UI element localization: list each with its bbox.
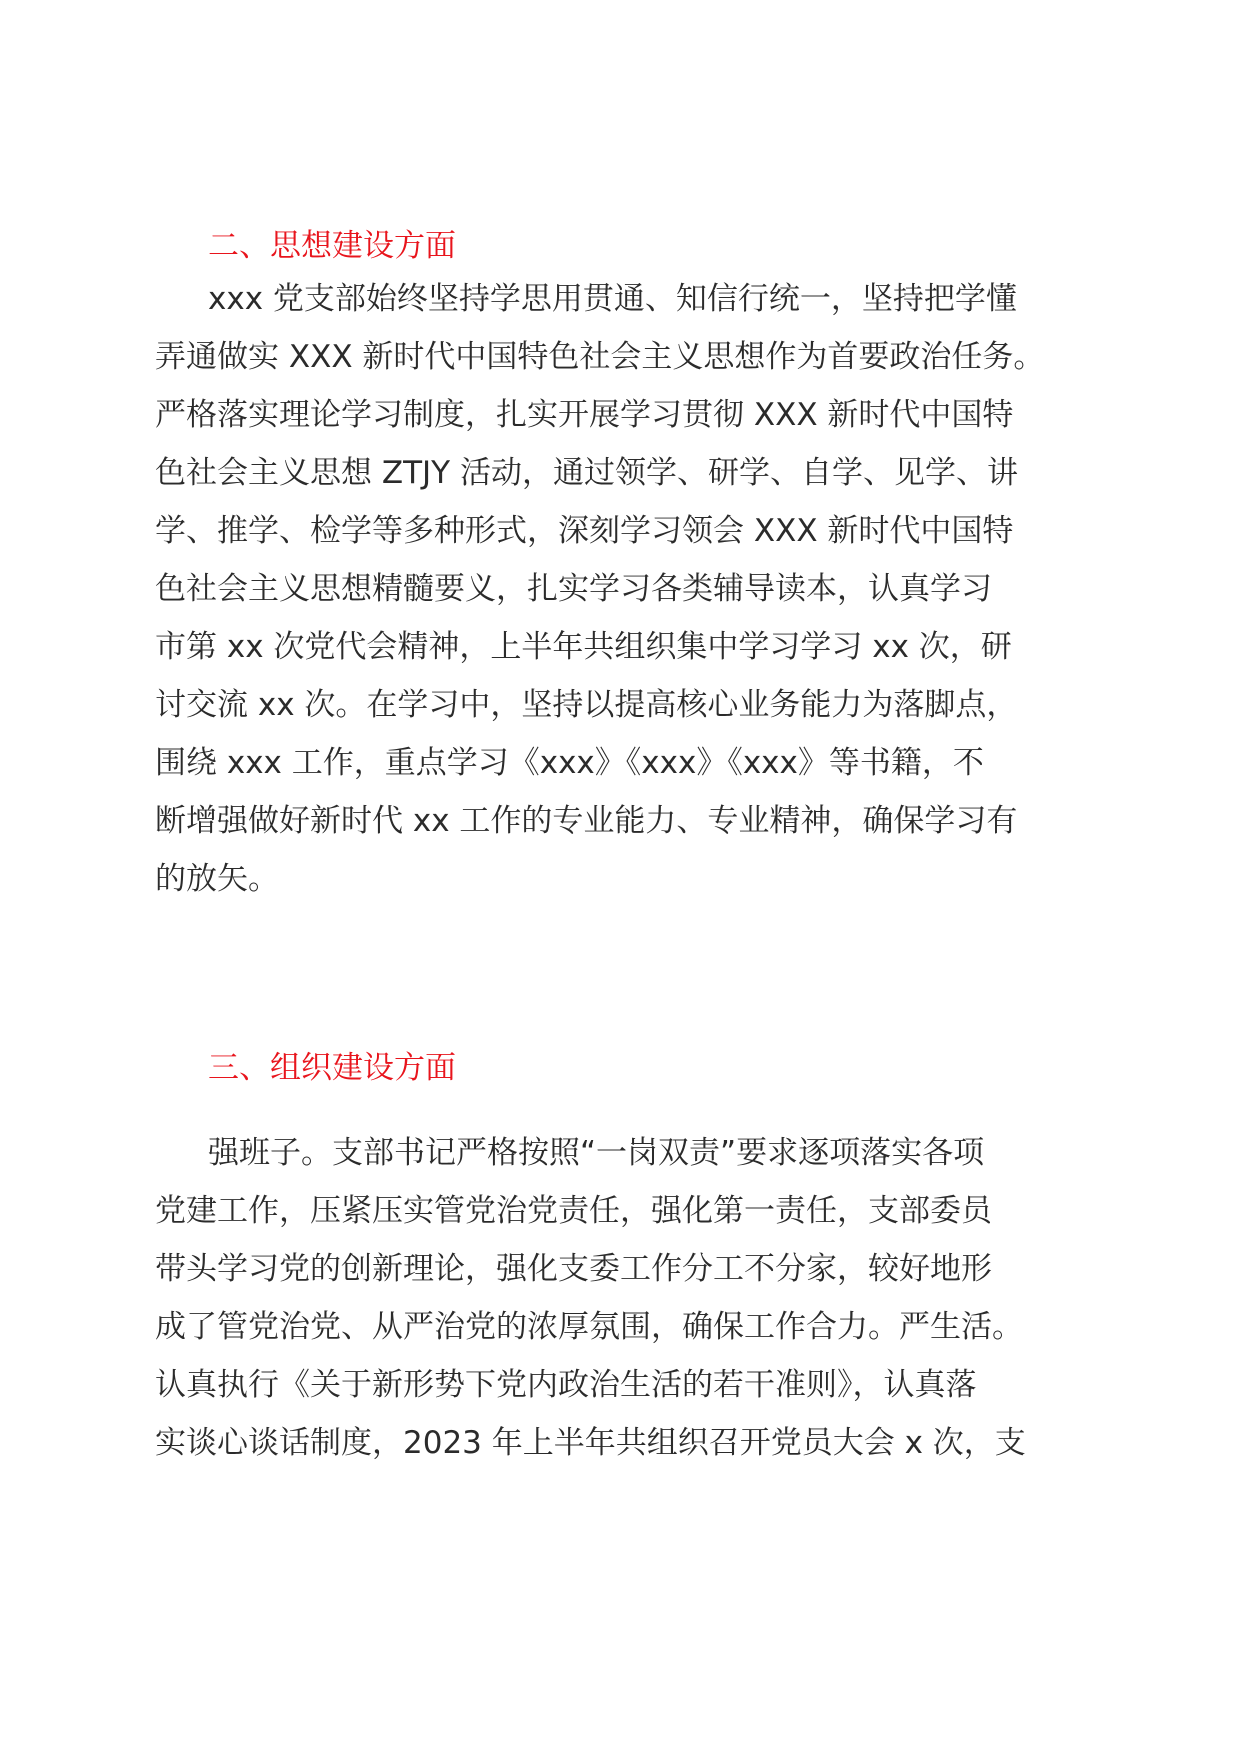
section-heading-organization: 三、组织建设方面 <box>208 1050 456 1086</box>
paragraph-line: 讨交流 xx 次。在学习中，坚持以提高核心业务能力为落脚点， <box>155 687 1018 723</box>
paragraph-line: 色社会主义思想 ZTJY 活动，通过领学、研学、自学、见学、讲 <box>155 455 1018 491</box>
section-heading-thought: 二、思想建设方面 <box>208 228 456 264</box>
paragraph-line: 的放矢。 <box>155 861 279 897</box>
paragraph-line: xxx 党支部始终坚持学思用贯通、知信行统一，坚持把学懂 <box>208 281 1017 317</box>
paragraph-line: 强班子。支部书记严格按照“一岗双责”要求逐项落实各项 <box>208 1135 985 1171</box>
paragraph-line: 围绕 xxx 工作，重点学习《xxx》《xxx》《xxx》等书籍，不 <box>155 745 984 781</box>
paragraph-line: 断增强做好新时代 xx 工作的专业能力、专业精神，确保学习有 <box>155 803 1018 839</box>
paragraph-line: 成了管党治党、从严治党的浓厚氛围，确保工作合力。严生活。 <box>155 1309 1023 1345</box>
paragraph-line: 学、推学、检学等多种形式，深刻学习领会 XXX 新时代中国特 <box>155 513 1014 549</box>
paragraph-line: 严格落实理论学习制度，扎实开展学习贯彻 XXX 新时代中国特 <box>155 397 1014 433</box>
paragraph-line: 市第 xx 次党代会精神，上半年共组织集中学习学习 xx 次，研 <box>155 629 1012 665</box>
paragraph-line: 带头学习党的创新理论，强化支委工作分工不分家，较好地形 <box>155 1251 992 1287</box>
paragraph-line: 认真执行《关于新形势下党内政治生活的若干准则》，认真落 <box>155 1367 977 1403</box>
paragraph-line: 党建工作，压紧压实管党治党责任，强化第一责任，支部委员 <box>155 1193 992 1229</box>
paragraph-line: 实谈心谈话制度，2023 年上半年共组织召开党员大会 x 次，支 <box>155 1425 1026 1461</box>
paragraph-line: 弄通做实 XXX 新时代中国特色社会主义思想作为首要政治任务。 <box>155 339 1045 375</box>
paragraph-line: 色社会主义思想精髓要义，扎实学习各类辅导读本，认真学习 <box>155 571 992 607</box>
